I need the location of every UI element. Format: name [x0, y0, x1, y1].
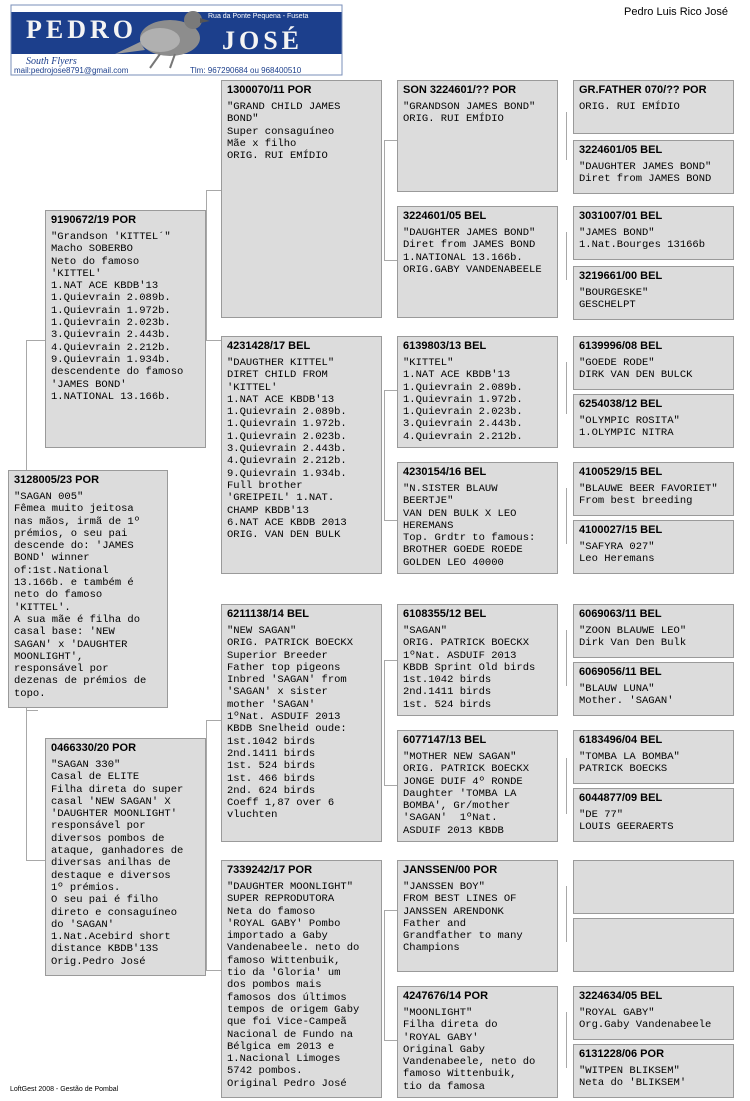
bird-description: "MOONLIGHT" Filha direta do 'ROYAL GABY' Original Gaby Vandenabeele, neto do famoso Wittenbuik, tio da famosa [403, 1007, 536, 1093]
bird-description: "ZOON BLAUWE LEO" Dirk Van Den Bulk [579, 625, 687, 650]
connector-line [384, 1040, 398, 1041]
connector-line [566, 362, 567, 414]
ring-number: JANSSEN/00 POR [403, 864, 498, 876]
pedigree-subject-card [8, 470, 168, 708]
connector-line [26, 860, 46, 861]
connector-line [384, 910, 385, 1040]
logo-brand-top: PEDRO [26, 15, 137, 44]
pedigree-sire-card [45, 210, 206, 448]
bird-description: "N.SISTER BLAUW BEERTJE" VAN DEN BULK X LEO HEREMANS Top. Grdtr to famous: BROTHER GOEDE ROEDE GOLDEN LEO 40000 [403, 483, 536, 569]
connector-line [566, 488, 567, 544]
connector-line [384, 785, 398, 786]
bird-description: "DAUGHTER JAMES BOND" Diret from JAMES BOND [579, 161, 712, 186]
ring-number: 9190672/19 POR [51, 214, 137, 226]
ring-number: 4231428/17 BEL [227, 340, 311, 352]
pedigree-grandparent-card [221, 336, 382, 574]
ring-number: 6139803/13 BEL [403, 340, 487, 352]
bird-description: "DAUGHTER JAMES BOND" Diret from JAMES BOND 1.NATIONAL 13.166b. ORIG.GABY VANDENABEELE [403, 227, 542, 276]
connector-line [566, 1012, 567, 1068]
ring-number: 3224634/05 BEL [579, 990, 663, 1002]
ring-number: 6139996/08 BEL [579, 340, 663, 352]
connector-line [26, 340, 46, 341]
connector-line [384, 390, 385, 520]
connector-line [206, 340, 222, 341]
ring-number: 6254038/12 BEL [579, 398, 663, 410]
bird-description: ORIG. RUI EMÍDIO [579, 101, 680, 113]
connector-line [566, 232, 567, 280]
bird-description: "Grandson 'KITTEL´" Macho SOBERBO Neto do famoso 'KITTEL' 1.NAT ACE KBDB'13 1.Quievrain 2.089b. 1.Quievrain 1.972b. 1.Quievrain 2.023b. 3.Quievrain 2.443b. 4.Quievrain 2.212b. 9.Quievrain 1.934b. descendente do famoso 'JAMES BOND' 1.NATIONAL 13.166b. [51, 231, 184, 403]
ring-number: 3219661/00 BEL [579, 270, 663, 282]
pedigree-great-grandparent-card [397, 80, 558, 192]
connector-line [384, 140, 398, 141]
pedigree-ancestor-card [573, 266, 734, 320]
bird-description: "BLAUWE BEER FAVORIET" From best breeding [579, 483, 718, 508]
ring-number: 1300070/11 POR [227, 84, 312, 96]
pedigree-great-grandparent-card [397, 336, 558, 448]
pedigree-ancestor-card [573, 462, 734, 516]
bird-description: "GRANDSON JAMES BOND" ORIG. RUI EMÍDIO [403, 101, 536, 126]
ring-number: 7339242/17 POR [227, 864, 313, 876]
bird-description: "SAGAN 005" Fêmea muito jeitosa nas mãos, irmã de 1º prémios, o seu pai descende do: 'JAMES BOND' winner of:1st.National 13.166b. e também é neto do famoso 'KITTEL'. A sua mãe é filha do casal base: 'NEW SAGAN' x 'DAUGHTER MOONLIGHT', responsável por dezenas de prémios de topo. [14, 491, 147, 700]
bird-description: "JANSSEN BOY" FROM BEST LINES OF JANSSEN ARENDONK Father and Grandfather to many Champions [403, 881, 523, 955]
pedigree-ancestor-card [573, 662, 734, 716]
logo-address: Rua da Ponte Pequena - Fuseta [208, 13, 309, 20]
pedigree-ancestor-card [573, 206, 734, 260]
pedigree-ancestor-card [573, 986, 734, 1040]
connector-line [566, 112, 567, 160]
bird-description: "GRAND CHILD JAMES BOND" Super consaguíneo Mãe x filho ORIG. RUI EMÍDIO [227, 101, 341, 163]
pedigree-ancestor-card [573, 394, 734, 448]
connector-line [206, 190, 222, 191]
connector-line [384, 520, 398, 521]
connector-line [206, 720, 207, 970]
loft-logo [10, 4, 343, 76]
pedigree-ancestor-card-empty [573, 918, 734, 972]
bird-description: "DAUGTHER KITTEL" DIRET CHILD FROM 'KITTEL' 1.NAT ACE KBDB'13 1.Quievrain 2.089b. 1.Quievrain 1.972b. 1.Quievrain 2.023b. 3.Quievrain 2.443b. 4.Quievrain 2.212b. 9.Quievrain 1.934b. Full brother 'GREIPEIL' 1.NAT. CHAMP KBDB'13 6.NAT ACE KBDB 2013 ORIG. VAN DEN BULK [227, 357, 347, 542]
ring-number: 4230154/16 BEL [403, 466, 487, 478]
logo-email: mail:pedrojose8791@gmail.com [14, 66, 129, 75]
ring-number: 3128005/23 POR [14, 474, 100, 486]
pedigree-ancestor-card [573, 1044, 734, 1098]
ring-number: 6069063/11 BEL [579, 608, 662, 620]
bird-description: "MOTHER NEW SAGAN" ORIG. PATRICK BOECKX JONGE DUIF 4º RONDE Daughter 'TOMBA LA BOMBA', Gr/mother 'SAGAN' 1ºNat. ASDUIF 2013 KBDB [403, 751, 530, 837]
bird-description: "DE 77" LOUIS GEERAERTS [579, 809, 674, 834]
pedigree-ancestor-card [573, 140, 734, 194]
logo-brand-bottom: JOSÉ [222, 26, 304, 55]
connector-line [566, 630, 567, 686]
connector-line [384, 660, 398, 661]
pedigree-ancestor-card [573, 520, 734, 574]
pedigree-grandparent-card [221, 604, 382, 842]
pedigree-grandparent-card [221, 860, 382, 1098]
bird-description: "ROYAL GABY" Org.Gaby Vandenabeele [579, 1007, 712, 1032]
connector-line [26, 710, 27, 860]
connector-line [384, 140, 385, 260]
ring-number: 6131228/06 POR [579, 1048, 665, 1060]
pedigree-dam-card [45, 738, 206, 976]
bird-description: "WITPEN BLIKSEM" Neta do 'BLIKSEM' [579, 1065, 687, 1090]
ring-number: SON 3224601/?? POR [403, 84, 517, 96]
pedigree-great-grandparent-card [397, 860, 558, 972]
logo-phone: Tlm: 967290684 ou 968400510 [190, 66, 302, 75]
pedigree-great-grandparent-card [397, 206, 558, 318]
bird-description: "SAFYRA 027" Leo Heremans [579, 541, 655, 566]
pedigree-great-grandparent-card [397, 604, 558, 716]
ring-number: 4247676/14 POR [403, 990, 489, 1002]
ring-number: 6069056/11 BEL [579, 666, 662, 678]
connector-line [206, 970, 222, 971]
pedigree-ancestor-card-empty [573, 860, 734, 914]
ring-number: GR.FATHER 070/?? POR [579, 84, 707, 96]
bird-description: "JAMES BOND" 1.Nat.Bourges 13166b [579, 227, 706, 252]
bird-description: "BOURGESKE" GESCHELPT [579, 287, 649, 312]
ring-number: 4100529/15 BEL [579, 466, 663, 478]
bird-description: "BLAUW LUNA" Mother. 'SAGAN' [579, 683, 674, 708]
software-footer: LoftGest 2008 - Gestão de Pombal [10, 1086, 119, 1093]
pedigree-ancestor-card [573, 788, 734, 842]
ring-number: 6211138/14 BEL [227, 608, 309, 620]
connector-line [384, 910, 398, 911]
bird-description: "SAGAN 330" Casal de ELITE Filha direta do super casal 'NEW SAGAN' X 'DAUGHTER MOONLIGHT' responsável por diversos pombos de ataque, ganhadores de diversas anilhas de destaque e diversos 1º prémios. O seu pai é filho direto e consaguíneo do 'SAGAN' 1.Nat.Acebird short distance KBDB'13S Orig.Pedro José [51, 759, 184, 968]
bird-description: "TOMBA LA BOMBA" PATRICK BOECKS [579, 751, 680, 776]
pedigree-ancestor-card [573, 604, 734, 658]
bird-description: "SAGAN" ORIG. PATRICK BOECKX 1ºNat. ASDUIF 2013 KBDB Sprint Old birds 1st.1042 birds 2nd.1411 birds 1st. 524 birds [403, 625, 536, 711]
bird-description: "DAUGHTER MOONLIGHT" SUPER REPRODUTORA Neta do famoso 'ROYAL GABY' Pombo importado a Gaby Vandenabeele. neto do famoso Wittenbuik, tio da 'Gloria' um dos pombos mais famosos dos últimos tempos de origem Gaby que foi Vice-Campeã Nacional de Fundo na Bélgica em 2013 e 1.Nacional Limoges 5742 pombos. Original Pedro José [227, 881, 360, 1090]
bird-description: "NEW SAGAN" ORIG. PATRICK BOECKX Superior Breeder Father top pigeons Inbred 'SAGAN' from 'SAGAN' x sister mother 'SAGAN' 1ºNat. ASDUIF 2013 KBDB Snelheid oude: 1st.1042 birds 2nd.1411 birds 1st. 524 birds 1st. 466 birds 2nd. 624 birds Coeff 1,87 over 6 vluchten [227, 625, 354, 822]
connector-line [206, 190, 207, 340]
pedigree-great-grandparent-card [397, 986, 558, 1098]
pedigree-ancestor-card [573, 730, 734, 784]
ring-number: 6044877/09 BEL [579, 792, 663, 804]
connector-line [566, 758, 567, 814]
pedigree-ancestor-card [573, 80, 734, 134]
owner-name: Pedro Luis Rico José [624, 6, 728, 18]
connector-line [26, 710, 38, 711]
pedigree-great-grandparent-card [397, 730, 558, 842]
pedigree-grandparent-card [221, 80, 382, 318]
bird-description: "GOEDE RODE" DIRK VAN DEN BULCK [579, 357, 693, 382]
ring-number: 0466330/20 POR [51, 742, 137, 754]
pedigree-great-grandparent-card [397, 462, 558, 574]
connector-line [206, 720, 222, 721]
ring-number: 3224601/05 BEL [403, 210, 487, 222]
bird-description: "OLYMPIC ROSITA" 1.OLYMPIC NITRA [579, 415, 680, 440]
ring-number: 3031007/01 BEL [579, 210, 663, 222]
ring-number: 6077147/13 BEL [403, 734, 487, 746]
bird-description: "KITTEL" 1.NAT ACE KBDB'13 1.Quievrain 2.089b. 1.Quievrain 1.972b. 1.Quievrain 2.023b. 3.Quievrain 2.443b. 4.Quievrain 2.212b. [403, 357, 523, 443]
connector-line [384, 260, 398, 261]
ring-number: 4100027/15 BEL [579, 524, 663, 536]
ring-number: 3224601/05 BEL [579, 144, 663, 156]
connector-line [566, 886, 567, 942]
ring-number: 6108355/12 BEL [403, 608, 487, 620]
logo-tagline: South Flyers [26, 56, 77, 67]
ring-number: 6183496/04 BEL [579, 734, 663, 746]
connector-line [384, 390, 398, 391]
connector-line [384, 660, 385, 785]
pedigree-ancestor-card [573, 336, 734, 390]
